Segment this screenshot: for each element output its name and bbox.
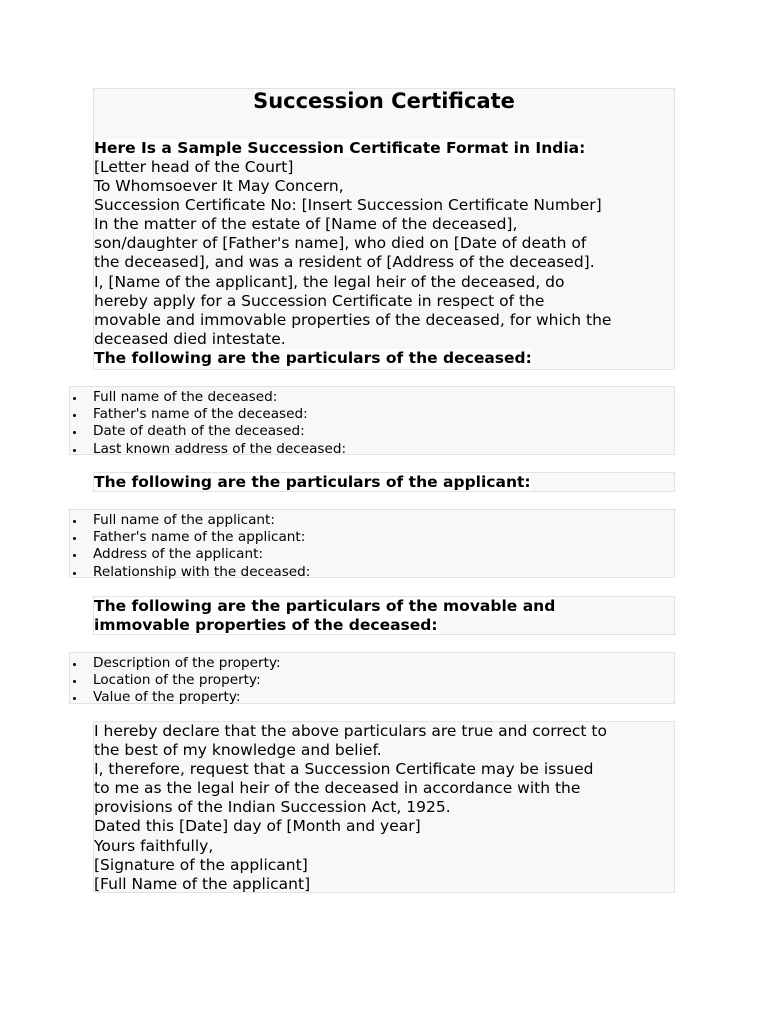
applicant-particulars-list bbox=[69, 509, 675, 578]
declaration-section bbox=[93, 721, 675, 893]
list-item: Address of the applicant: bbox=[70, 546, 674, 563]
intro-line: movable and immovable properties of the deceased, for which the bbox=[94, 310, 612, 329]
signature-line: [Signature of the applicant] bbox=[94, 855, 308, 874]
property-heading-section bbox=[93, 596, 675, 635]
deceased-heading bbox=[94, 349, 674, 368]
property-particulars-list bbox=[69, 652, 675, 704]
document-title: Succession Certificate bbox=[253, 89, 515, 113]
list-item: Full name of the deceased: bbox=[70, 389, 674, 406]
intro-line: [Letter head of the Court] bbox=[94, 158, 294, 176]
list-item: Location of the property: bbox=[70, 672, 674, 689]
list-item: Father's name of the deceased: bbox=[70, 406, 674, 423]
applicant-heading-section bbox=[93, 472, 675, 492]
applicant-heading-text: The following are the particulars of the applicant: bbox=[94, 473, 531, 491]
list-item: Date of death of the deceased: bbox=[70, 423, 674, 440]
sign-off-line: Yours faithfully, bbox=[94, 836, 214, 855]
full-name-line: [Full Name of the applicant] bbox=[94, 874, 311, 893]
list-item: Last known address of the deceased: bbox=[70, 441, 674, 458]
intro-heading bbox=[94, 139, 674, 158]
property-heading bbox=[94, 597, 674, 635]
list-item: Description of the property: bbox=[70, 655, 674, 672]
intro-body bbox=[94, 158, 674, 349]
deceased-particulars-list bbox=[69, 386, 675, 455]
declaration-line: provisions of the Indian Succession Act, 1925. bbox=[94, 798, 451, 817]
intro-line: son/daughter of [Father's name], who died on [Date of death of bbox=[94, 234, 587, 253]
declaration-line: I hereby declare that the above particulars are true and correct to bbox=[94, 722, 607, 740]
intro-line: To Whomsoever It May Concern, bbox=[94, 177, 344, 196]
intro-line: Succession Certificate No: [Insert Succession Certificate Number] bbox=[94, 196, 602, 215]
intro-line: hereby apply for a Succession Certificate in respect of the bbox=[94, 291, 545, 310]
declaration-body bbox=[94, 722, 674, 894]
property-heading-line: immovable properties of the deceased: bbox=[94, 616, 438, 634]
dated-line: Dated this [Date] day of [Month and year] bbox=[94, 817, 421, 836]
intro-heading-text: Here Is a Sample Succession Certificate Format in India: bbox=[94, 139, 586, 157]
intro-line: In the matter of the estate of [Name of the deceased], bbox=[94, 215, 518, 234]
declaration-line: to me as the legal heir of the deceased in accordance with the bbox=[94, 779, 581, 798]
deceased-heading-text: The following are the particulars of the deceased: bbox=[94, 348, 532, 367]
list-item: Relationship with the deceased: bbox=[70, 564, 674, 581]
intro-section bbox=[93, 88, 675, 370]
list-item: Full name of the applicant: bbox=[70, 512, 674, 529]
list-item: Father's name of the applicant: bbox=[70, 529, 674, 546]
applicant-heading bbox=[94, 473, 674, 492]
intro-line: deceased died intestate. bbox=[94, 329, 286, 348]
property-heading-line: The following are the particulars of the movable and bbox=[94, 597, 556, 615]
declaration-line: I, therefore, request that a Succession Certificate may be issued bbox=[94, 760, 594, 779]
intro-line: the deceased], and was a resident of [Address of the deceased]. bbox=[94, 253, 595, 272]
intro-line: I, [Name of the applicant], the legal heir of the deceased, do bbox=[94, 272, 565, 291]
list-item: Value of the property: bbox=[70, 689, 674, 706]
declaration-line: the best of my knowledge and belief. bbox=[94, 741, 382, 760]
